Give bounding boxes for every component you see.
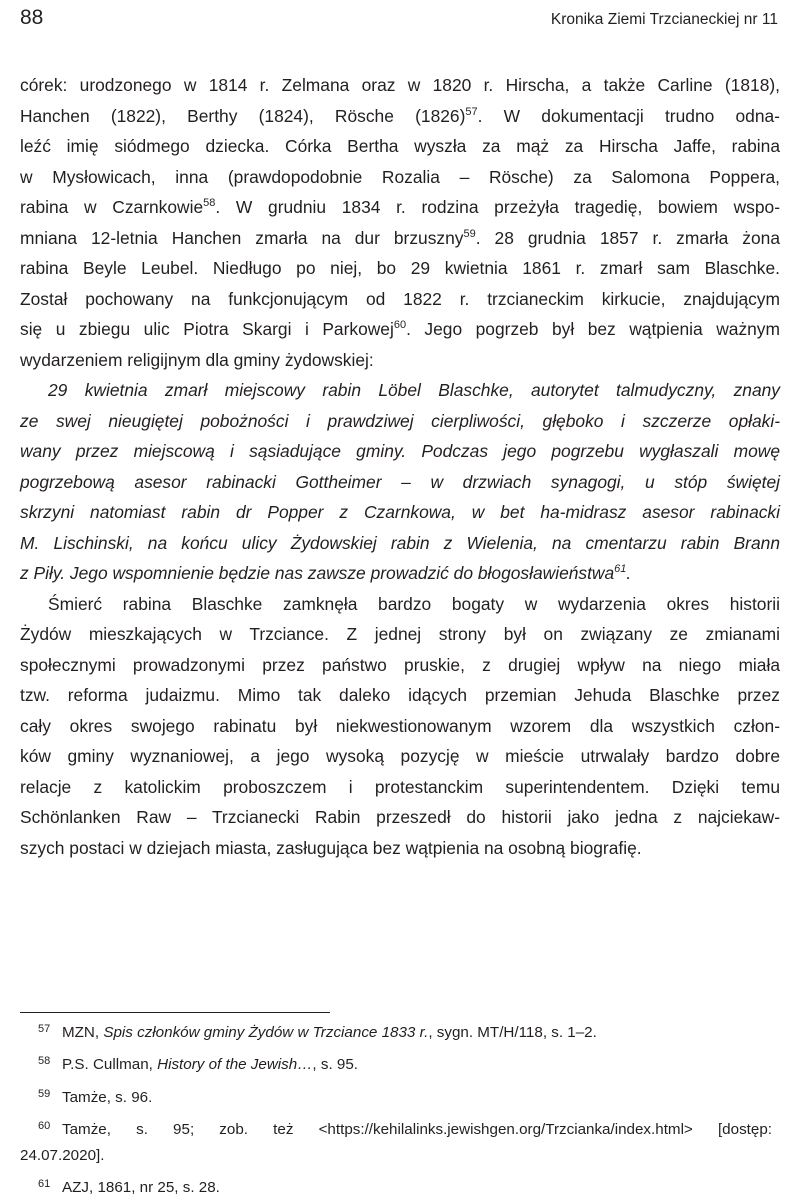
text-run: . 28 grudnia 1857 r. zmarła żona [475,227,780,248]
running-title: Kronika Ziemi Trzcianeckiej nr 11 [550,11,778,28]
footnote-text: , s. 95. [312,1056,359,1074]
text-line: Schönlanken Raw – Trzcianecki Rabin przeszedł do historii jako jedna z najciekaw- [20,807,780,827]
text-line: szych postaci w dziejach miasta, zasługująca bez wątpienia na osobną biografię. [20,837,642,858]
text-line [20,223,780,254]
footnote-title: History of the Jewish… [157,1056,313,1074]
text-line: relacje z katolickim proboszczem i protestanckim superintendentem. Dzięki temu [20,776,780,797]
footnote-number: 60 [38,1119,51,1132]
text-line: ków gminy wyznaniowej, a jego wysoką pozycję w mieście utrwalały bardzo dobre [20,746,780,766]
paragraph-1 [20,70,780,375]
footnote-ref-61[interactable]: 61 [614,563,627,576]
text-line [20,192,780,223]
quote-line: skrzyni natomiast rabin dr Popper z Czarnkowa, w bet ha-midrasz asesor rabinacki [20,502,780,522]
footnote-60 [20,1117,772,1143]
text-line: tzw. reforma judaizmu. Mimo tak daleko idących przemian Jehuda Blaschke przez [20,685,780,705]
block-quote [20,375,780,589]
footnote-61 [20,1175,772,1201]
footnote-number: 58 [38,1055,51,1068]
footnote-text: MZN, [62,1024,104,1041]
footnote-ref-58[interactable]: 58 [203,197,216,210]
text-run: mniana 12-letnia Hanchen zmarła na dur brzuszny [20,227,464,248]
text-line: wydarzeniem religijnym dla gminy żydowskiej: [20,349,374,370]
text-line: Żydów mieszkających w Trzciance. Z jednej strony był on związany ze zmianami [20,624,780,644]
footnote-text: Tamże, s. 96. [62,1088,153,1106]
text-run: . [626,563,632,583]
text-line [20,101,780,132]
text-line: cały okres swojego rabinatu był niekwestionowanym wzorem dla wszystkich człon- [20,715,780,736]
footnote-number: 59 [38,1087,51,1100]
text-run: . W dokumentacji trudno odna- [477,105,780,126]
page-header [20,6,778,36]
footnote-text: , sygn. MT/H/118, s. 1–2. [428,1024,597,1041]
footnote-57 [20,1020,772,1046]
text-run: z Piły. Jego wspomnienie będzie nas zawsze prowadzić do błogosławieństwa [20,563,615,583]
text-line [20,314,780,345]
quote-line: 29 kwietnia zmarł miejscowy rabin Löbel Blaschke, autorytet talmudyczny, znany [48,380,780,400]
paragraph-2 [20,589,780,864]
text-line: rabina Beyle Leubel. Niedługo po niej, bo 29 kwietnia 1861 r. zmarł sam Blaschke. [20,258,780,278]
footnote-ref-59[interactable]: 59 [463,227,476,240]
text-line: leźć imię siódmego dziecka. Córka Bertha wyszła za mąż za Hirscha Jaffe, rabina [20,136,780,156]
quote-line [20,558,780,589]
quote-line: ze swej nieugiętej pobożności i prawdziwej cierpliwości, głęboko i szczerze opłaki- [20,410,780,431]
footnote-number: 61 [38,1178,51,1191]
text-line: córek: urodzonego w 1814 r. Zelmana oraz w 1820 r. Hirscha, a także Carline (1818), [20,75,780,95]
main-text [20,70,780,863]
footnote-ref-57[interactable]: 57 [465,105,478,118]
text-line: Został pochowany na funkcjonującym od 1822 r. trzcianeckim kirkucie, znajdującym [20,288,780,309]
quote-line: pogrzebową asesor rabinacki Gottheimer – w drzwiach synagogi, u stóp świętej [20,471,780,492]
quote-line: wany przez miejscową i sąsiadujące gminy. Podczas jego pogrzebu wygłaszali mowę [20,441,780,461]
footnote-text: P.S. Cullman, [62,1056,158,1074]
text-run: rabina w Czarnkowie [20,197,204,217]
text-run: Hanchen (1822), Berthy (1824), Rösche (1826) [20,105,466,126]
footnote-text[interactable]: Tamże, s. 95; zob. też <https://kehilalinks.jewishgen.org/Trzcianka/index.html> [dostęp: [62,1120,772,1138]
page-number: 88 [20,6,44,29]
text-line: w Mysłowicach, inna (prawdopodobnie Rozalia – Rösche) za Salomona Poppera, [20,166,780,187]
footnote-ref-60[interactable]: 60 [393,319,407,332]
text-line: Śmierć rabina Blaschke zamknęła bardzo bogaty w wydarzenia okres historii [48,593,780,614]
text-run: . W grudniu 1834 r. rodzina przeżyła tragedię, bowiem wspo- [215,197,780,217]
text-run: się u zbiegu ulic Piotra Skargi i Parkowej [20,319,394,339]
footnote-text: AZJ, 1861, nr 25, s. 28. [62,1179,220,1197]
footnote-58 [20,1052,772,1078]
footnote-title: Spis członków gminy Żydów w Trzciance 1833 r. [103,1024,429,1041]
text-line: społecznymi prowadzonymi przez państwo pruskie, z drugiej wpływ na niego miała [20,654,780,675]
quote-line: M. Lischinski, na końcu ulicy Żydowskiej rabin z Wielenia, na cmentarzu rabin Brann [20,532,780,553]
footnote-59 [20,1085,772,1111]
text-run: . Jego pogrzeb był bez wątpienia ważnym [406,319,780,339]
footnote-number: 57 [38,1023,51,1035]
footnote-text-continued: 24.07.2020]. [20,1147,105,1165]
footnotes [20,1020,772,1202]
footnote-separator [20,1012,330,1013]
